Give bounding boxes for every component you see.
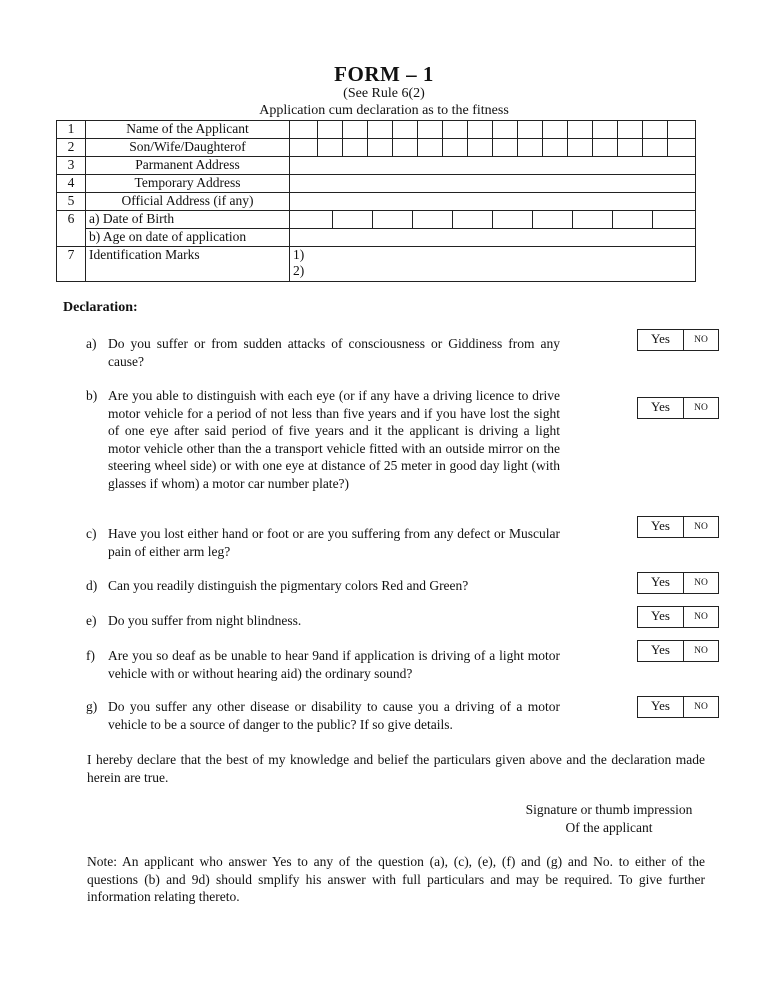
question-letter: c)	[86, 526, 97, 541]
no-option[interactable]: NO	[694, 702, 708, 712]
row-age	[57, 229, 696, 247]
character-box[interactable]	[618, 121, 643, 138]
temporary-address-field[interactable]	[290, 175, 696, 193]
answer-box-b[interactable]	[637, 397, 719, 419]
answer-box-a[interactable]	[637, 329, 719, 351]
row-number: 5	[57, 193, 86, 211]
character-box[interactable]	[643, 139, 668, 156]
character-box[interactable]	[533, 211, 573, 228]
row-number-blank	[57, 229, 86, 247]
row-number: 4	[57, 175, 86, 193]
no-option[interactable]: NO	[694, 646, 708, 656]
character-box[interactable]	[668, 121, 692, 138]
mark-1: 1)	[293, 247, 305, 262]
character-box[interactable]	[333, 211, 373, 228]
character-box[interactable]	[453, 211, 493, 228]
note-text: Note: An applicant who answer Yes to any of the question (a), (c), (e), (f) and (g) and No. to either of the questions (b) and 9d) should smplify his answer with full particulars and may be required. To give further information relating thereto.	[87, 854, 705, 904]
character-box[interactable]	[293, 121, 318, 138]
answer-box-e[interactable]	[637, 606, 719, 628]
character-box[interactable]	[643, 121, 668, 138]
question-c	[86, 525, 560, 560]
character-box[interactable]	[653, 211, 692, 228]
no-option[interactable]: NO	[694, 612, 708, 622]
row-identification-marks	[57, 247, 696, 282]
yes-option[interactable]: Yes	[638, 517, 684, 537]
character-box[interactable]	[443, 139, 468, 156]
question-text: Are you able to distinguish with each eye (or if any have a driving licence to drive motor vehicle for a period of not less than five years and if you have lost the sight of one eye after said period of five years and it the applicant is driving a light motor vehicle other than the a transport vehicle fitted with an outside mirror on the steering wheel side) or with one eye at distance of 25 meter in good day light (with glasses if whom) a motor car number plate?)	[108, 388, 560, 491]
character-box[interactable]	[568, 139, 593, 156]
question-e	[86, 612, 560, 630]
answer-box-c[interactable]	[637, 516, 719, 538]
row-number: 1	[57, 121, 86, 139]
rule-reference: (See Rule 6(2)	[343, 86, 425, 101]
declaration-statement: I hereby declare that the best of my knowledge and belief the particulars given above and the declaration made herein are true.	[87, 752, 705, 785]
mark-2: 2)	[293, 263, 305, 278]
yes-option[interactable]: Yes	[638, 641, 684, 661]
character-box[interactable]	[543, 121, 568, 138]
character-box[interactable]	[413, 211, 453, 228]
character-box[interactable]	[593, 139, 618, 156]
permanent-address-field[interactable]	[290, 157, 696, 175]
row-date-of-birth	[57, 211, 696, 229]
question-letter: a)	[86, 336, 97, 351]
row-label: Name of the Applicant	[86, 121, 290, 139]
row-label: Identification Marks	[86, 247, 290, 282]
row-label: Parmanent Address	[86, 157, 290, 175]
question-text: Do you suffer any other disease or disability to cause you a driving of a motor vehicle to be a source of danger to the public? If so give details.	[108, 699, 560, 732]
question-text: Do you suffer or from sudden attacks of consciousness or Giddiness from any cause?	[108, 336, 560, 369]
character-box[interactable]	[468, 139, 493, 156]
name-character-boxes[interactable]	[290, 121, 696, 139]
character-box[interactable]	[368, 121, 393, 138]
character-box[interactable]	[318, 139, 343, 156]
no-option[interactable]: NO	[694, 522, 708, 532]
no-option[interactable]: NO	[694, 335, 708, 345]
question-text: Are you so deaf as be unable to hear 9and if application is driving of a light motor vehicle with or without hearing aid) the ordinary sound?	[108, 648, 560, 681]
row-number: 3	[57, 157, 86, 175]
declaration-heading: Declaration:	[63, 300, 138, 315]
character-box[interactable]	[543, 139, 568, 156]
character-box[interactable]	[518, 121, 543, 138]
row-relation	[57, 139, 696, 157]
character-box[interactable]	[293, 211, 333, 228]
answer-box-d[interactable]	[637, 572, 719, 594]
question-letter: d)	[86, 578, 98, 593]
relation-character-boxes[interactable]	[290, 139, 696, 157]
question-b	[86, 387, 560, 492]
age-field[interactable]	[290, 229, 696, 247]
character-box[interactable]	[373, 211, 413, 228]
yes-option[interactable]: Yes	[638, 330, 684, 350]
yes-option[interactable]: Yes	[638, 573, 684, 593]
no-option[interactable]: NO	[694, 403, 708, 413]
question-f	[86, 647, 560, 682]
signature-sublabel: Of the applicant	[565, 820, 653, 835]
character-box[interactable]	[343, 121, 368, 138]
row-label: Temporary Address	[86, 175, 290, 193]
character-box[interactable]	[493, 211, 533, 228]
row-name	[57, 121, 696, 139]
question-text: Do you suffer from night blindness.	[108, 613, 302, 628]
character-box[interactable]	[443, 121, 468, 138]
row-official-address	[57, 193, 696, 211]
question-letter: e)	[86, 613, 97, 628]
question-text: Can you readily distinguish the pigmentary colors Red and Green?	[108, 578, 469, 593]
official-address-field[interactable]	[290, 193, 696, 211]
signature-label: Signature or thumb impression	[525, 802, 693, 817]
character-box[interactable]	[418, 121, 443, 138]
character-box[interactable]	[573, 211, 613, 228]
dob-character-boxes[interactable]	[290, 211, 696, 229]
character-box[interactable]	[393, 121, 418, 138]
character-box[interactable]	[318, 121, 343, 138]
question-letter: g)	[86, 699, 98, 714]
character-box[interactable]	[613, 211, 653, 228]
row-permanent-address	[57, 157, 696, 175]
answer-box-f[interactable]	[637, 640, 719, 662]
question-d	[86, 577, 560, 595]
row-number: 7	[57, 247, 86, 282]
identification-marks-field[interactable]	[290, 247, 696, 282]
yes-option[interactable]: Yes	[638, 697, 684, 717]
question-a	[86, 335, 560, 370]
character-box[interactable]	[618, 139, 643, 156]
row-label: Son/Wife/Daughterof	[86, 139, 290, 157]
character-box[interactable]	[343, 139, 368, 156]
applicant-details-table	[56, 120, 696, 282]
character-box[interactable]	[493, 139, 518, 156]
question-text: Have you lost either hand or foot or are you suffering from any defect or Muscular pain of either arm leg?	[108, 526, 560, 559]
no-option[interactable]: NO	[694, 578, 708, 588]
yes-option[interactable]: Yes	[638, 607, 684, 627]
row-number: 6	[57, 211, 86, 229]
character-box[interactable]	[493, 121, 518, 138]
character-box[interactable]	[293, 139, 318, 156]
character-box[interactable]	[418, 139, 443, 156]
row-label: b) Age on date of application	[86, 229, 290, 247]
character-box[interactable]	[518, 139, 543, 156]
answer-box-g[interactable]	[637, 696, 719, 718]
character-box[interactable]	[668, 139, 692, 156]
form-title: FORM – 1	[334, 62, 434, 86]
row-label: Official Address (if any)	[86, 193, 290, 211]
yes-option[interactable]: Yes	[638, 398, 684, 418]
character-box[interactable]	[393, 139, 418, 156]
row-temporary-address	[57, 175, 696, 193]
question-letter: f)	[86, 648, 95, 663]
question-g	[86, 698, 560, 733]
row-label: a) Date of Birth	[86, 211, 290, 229]
row-number: 2	[57, 139, 86, 157]
character-box[interactable]	[593, 121, 618, 138]
question-letter: b)	[86, 388, 98, 403]
character-box[interactable]	[568, 121, 593, 138]
form-subtitle: Application cum declaration as to the fitness	[259, 103, 509, 118]
character-box[interactable]	[468, 121, 493, 138]
character-box[interactable]	[368, 139, 393, 156]
